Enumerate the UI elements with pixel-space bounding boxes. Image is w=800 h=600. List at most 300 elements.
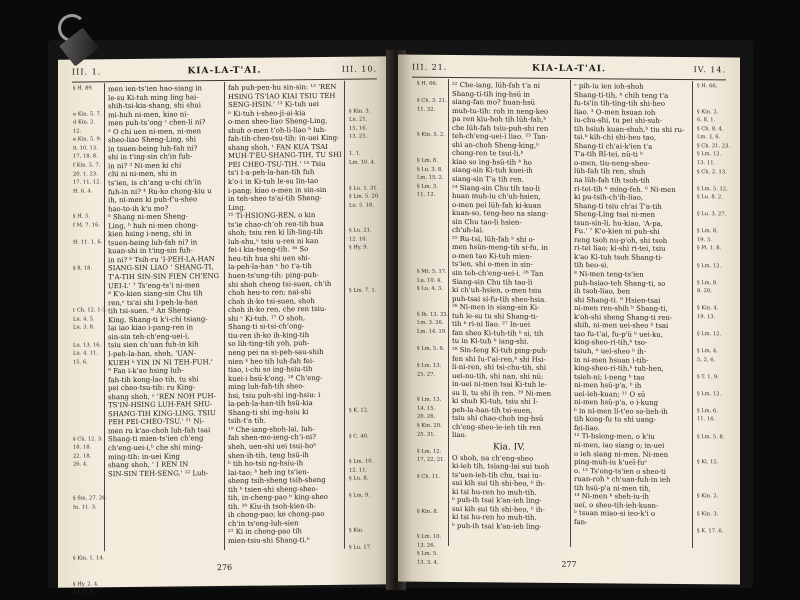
- margin-reference: § H. 66.: [417, 80, 438, 87]
- text-line: o ieh siang ni-men. Ni-men: [574, 449, 669, 459]
- text-line: o-men pei lüh-fah ki-kuan: [452, 200, 542, 210]
- margin-reference: Lu. 5. 18.: [349, 202, 374, 209]
- text-line: tih hsü-p'a ni-men tih,: [574, 483, 651, 493]
- text-line: liao. ³ O-men hsuan ioh: [574, 107, 656, 117]
- margin-reference: § Kin. 3.: [697, 510, 719, 517]
- margin-reference: 19. 13.: [697, 313, 716, 321]
- margin-reference: 1. 1.: [349, 150, 361, 158]
- margin-reference: § Kin. 3.: [349, 108, 371, 115]
- margin-reference: § Lu. 3. 8.: [417, 166, 443, 173]
- text-line: Sheng-Ling tsai ni-men: [574, 210, 656, 219]
- right-page: [398, 55, 740, 585]
- margin-reference: Lu. 4. 11.: [73, 350, 98, 357]
- margin-reference: § Lm. 12.: [697, 331, 722, 338]
- margin-reference: 13. 26.: [417, 542, 436, 549]
- text-line: Shang-ti ch'ai-k'ien t'a: [574, 141, 653, 151]
- text-line: lai-tao; ᵇ heh ing ts'ien-: [228, 467, 309, 477]
- margin-reference: § Lm. 10.: [349, 458, 374, 465]
- left-column-rule-2: [224, 82, 225, 550]
- text-line: tsieh-ni; i-neng ᵇ tao: [574, 372, 645, 382]
- text-line: choh ih-ko ren, che ren tsiu-: [228, 305, 327, 315]
- margin-reference: 17, 18, 8.: [73, 153, 98, 160]
- margin-reference: 25. 27.: [417, 371, 436, 378]
- text-line: ki tsi hu-ren ho muh-tih.: [452, 513, 537, 523]
- text-line: mien-tsiu-shi Shang-ti.ᵇ: [228, 536, 310, 545]
- text-line: fei-i kia-tseng-tih. ¹⁶ So: [228, 245, 309, 255]
- margin-reference: 6, 8, 1.: [697, 117, 716, 124]
- margin-reference: § Lu. 17.: [349, 544, 372, 551]
- text-line: ts'ien, shi o-men in sin-: [452, 260, 533, 270]
- text-line: men hsün-meng-tih si-fu, in: [452, 243, 548, 253]
- margin-reference: § Lm. 4.: [697, 348, 718, 355]
- margin-reference: § Lm. 13.: [417, 362, 442, 370]
- margin-reference: § Kin.: [349, 527, 364, 534]
- margin-reference: § Ch. 11.: [417, 473, 441, 481]
- margin-reference: 12. 10.: [349, 236, 368, 243]
- text-line: tiao, i-chi so ing-hsiu-tih: [228, 365, 313, 375]
- margin-reference: H. 6. 4.: [73, 187, 93, 195]
- text-line: k'ao Ki-tuh tsoh Shang-ti-: [574, 252, 663, 262]
- text-line: su li, tu shi ih ren. ²⁹ Ni-men: [452, 388, 552, 398]
- text-line: ts'ie chao-chʻoh ren-tih hua: [228, 219, 324, 229]
- text-line: kien hsing i-neng, shi in: [108, 229, 192, 239]
- margin-reference: Lu. 10. 4.: [417, 277, 442, 284]
- margin-reference: § Lm. 13.: [417, 397, 442, 404]
- margin-reference: § H. 66.: [697, 83, 718, 90]
- text-line: hsi, tsiu puh-shi ing-hsiu: i: [228, 390, 321, 400]
- margin-reference: 18. 18.: [73, 444, 92, 451]
- text-line: tih tsi-suen. ⁸ An Sheng-: [108, 306, 193, 316]
- right-page-number: 277: [561, 559, 577, 570]
- margin-reference: 14. 5. 8.: [73, 589, 95, 597]
- text-line: ᵇ tih ho-tsii ng-hsiu-ih: [228, 459, 304, 469]
- text-line: tih hsiuh kuan-shuh,ᵇ tiu shi ru-: [574, 124, 685, 134]
- text-line: reng tsoh nu-p'oh, shi tsoh: [574, 235, 668, 245]
- margin-reference: § Sm. 27. 26.: [73, 495, 108, 502]
- text-line: ⁵ Shang ni-men Sheng-: [108, 212, 188, 222]
- text-line: men puh-tsʻong ᶜ chen-li ni?: [108, 118, 206, 128]
- text-line: tsuen-heing luh-fah ni? in: [108, 238, 198, 248]
- text-line: tuh le-su tu shi Shang-ti-: [452, 311, 539, 321]
- text-line: king-sheo-ri-tih,ᵇ tuh-hen,: [574, 364, 664, 373]
- margin-reference: 17. 11, 12.: [73, 179, 102, 186]
- text-line: le-su Ki-tuh ming ling hai-: [108, 92, 199, 102]
- margin-reference: § Lm. 5.: [417, 550, 438, 558]
- margin-reference: § H. 89.: [73, 85, 94, 92]
- margin-reference: § H. 5.: [73, 213, 91, 220]
- margin-reference: In. 11. 3.: [73, 504, 97, 511]
- text-line: ren,ᵉ ts'ai shi I-peh-la-han: [108, 297, 198, 307]
- margin-reference: § Kin. 1. 14.: [73, 555, 105, 562]
- text-line: choh heu-to ren; nai-shi: [228, 288, 312, 298]
- text-line: Shang-ti si-tsi-chʻong-: [228, 322, 305, 332]
- text-line: kuei-i hsü-k'ong. ¹⁸ Ch'eng-: [228, 373, 323, 383]
- text-line: ¹⁵ Ti-HSIONG-REN, o kin: [228, 211, 316, 221]
- text-line: fah-tih-cheo-tsu-tih: in-uei King-: [228, 134, 340, 144]
- text-line: ᵉ pih-iu ien ioh-shoh: [574, 82, 644, 91]
- margin-reference: 20. 1. 23.: [73, 170, 98, 178]
- margin-reference: Lu. 21.: [349, 116, 368, 123]
- text-line: tu in Ki-tuh ᵇ iang-shi.: [452, 337, 529, 347]
- text-line: in ni-men hsuan i-tih-: [574, 355, 649, 365]
- text-line: sin Chu tao-li hsien-: [452, 217, 522, 227]
- margin-reference: 26. 4.: [73, 461, 88, 468]
- text-line: shang shoh, ᵉ 'REN NOH PUH-: [108, 391, 216, 401]
- text-line: ni-men, iao siang o; in-uei: [574, 441, 665, 450]
- text-line: peh-la-han-tih tsi-suen,: [452, 405, 533, 415]
- margin-reference: § Lm. 10.: [417, 533, 442, 541]
- margin-reference: § Lm. 6.: [697, 408, 718, 415]
- margin-reference: H. 11. 1, 6.: [73, 239, 103, 246]
- right-column-rule-1: [448, 79, 449, 546]
- margin-reference: § Ch. 8. 4.: [697, 125, 724, 133]
- margin-reference: § Hy. 2. 4.: [73, 581, 99, 588]
- text-line: nien ᵏ heo tih luh-fah fei-: [228, 356, 315, 366]
- margin-reference: § Lm. 7. 1.: [349, 287, 377, 294]
- right-header-right: IV. 14.: [693, 65, 726, 75]
- text-line: Shang-ti-tih, ᵇ chih teng t'a: [574, 90, 669, 100]
- text-line: sin teh-ch'eng-uei-i. ²⁶ Tan: [452, 269, 544, 278]
- text-line: tsun-sin-li, hu-kiao, 'A-pa,: [574, 218, 663, 228]
- margin-reference: § Lm. 8.: [697, 228, 718, 235]
- text-line: che lüh-fah tsiu-puh-shi ren: [452, 123, 549, 133]
- text-line: tsiu shi chao-choh ing-hsü: [452, 414, 544, 424]
- text-line: o-men, tiu-neng-sheo-: [574, 158, 650, 168]
- margin-reference: § Hy. 9.: [349, 244, 369, 252]
- margin-reference: § Lm. 5. 12.: [697, 185, 728, 192]
- margin-reference: § Lu. 1. 31.: [349, 184, 379, 192]
- margin-reference: § Lm. 12.: [697, 262, 722, 269]
- margin-reference: § Kin. 20.: [417, 422, 442, 429]
- text-line: o. ¹³ Ts'ong-ts'ien o sheo-ti: [574, 466, 666, 476]
- margin-reference: § Lu. 8.: [349, 475, 369, 482]
- text-line: sheo-liao Sheng-Ling, shi: [108, 135, 196, 145]
- text-line: tsih-t'a tih.: [228, 416, 266, 426]
- text-line: in teh-sheo ts'ai-tih Sheng-: [228, 194, 322, 204]
- right-margin-refs: [416, 80, 449, 566]
- margin-reference: e Kin. 5. 7.: [73, 110, 102, 118]
- chapter-title: Kia. IV.: [492, 442, 526, 453]
- margin-reference: § Lm. 3.: [417, 183, 438, 190]
- text-line: shih-tsi-kia-shang, shi shui: [108, 101, 201, 111]
- text-line: tih ᵇ tsien-shi sheng-sheo-: [228, 484, 319, 494]
- text-line: ² O chi uen ni-men, ni-men: [108, 126, 202, 136]
- margin-reference: § Lm. 9.: [349, 492, 370, 500]
- text-line: tih heo-si.: [574, 261, 609, 270]
- margin-reference: Lm. 10. 4.: [349, 159, 376, 166]
- text-line: UEI-I.' ⁷ Tsʻeng-tsʻi ni-men: [108, 280, 200, 290]
- text-line: uei-nu-tih, shi nan, shi nü:: [452, 371, 544, 381]
- text-line: TSʻIN-HSING LUH-FAH SHU-: [108, 400, 213, 410]
- text-line: fah shen-mo-ieng-chʻi-ni?: [228, 433, 316, 443]
- text-line: ²⁵ Ru-tsi, lüh-fah ᵇ shi o-: [452, 234, 536, 244]
- text-line: ih chong-pao; ke chong-pao: [228, 510, 325, 520]
- text-line: ming-tih: in-uei King: [108, 451, 180, 461]
- text-line: pei cheo-tsu-tih: ru King-: [108, 383, 196, 393]
- margin-reference: 11, 12.: [417, 191, 436, 198]
- text-line: sui kih sui tih shi-heo, ᵇ ih-: [452, 504, 545, 514]
- margin-reference: § Ch. 3. 21.: [417, 97, 447, 105]
- text-line: kiao so ing-hsü-tih ᵇ ho: [452, 157, 532, 167]
- margin-reference: § Lm. 12.: [697, 390, 722, 398]
- text-line: ch'eng-sheo-ie-ieh tih ren: [452, 422, 541, 432]
- right-margin-refs-2: [696, 83, 730, 548]
- margin-reference: 11. 16.: [697, 416, 716, 423]
- margin-reference: § Kin. 2.: [697, 108, 719, 115]
- text-line: shang shoh, ' I REN IN: [108, 460, 189, 470]
- text-line: puh-tsai si-fu-tih sheo-hsia.: [452, 294, 547, 304]
- margin-reference: 13. 3. 4.: [417, 559, 439, 566]
- text-line: kuan-shi in t'ing-sin fuh-: [108, 246, 193, 256]
- text-line: fan sheo Ki-tuh-tih ᵇ si, tih: [452, 328, 544, 338]
- text-line: shi shoh cheng tsi-suen, chʻih: [228, 279, 332, 289]
- text-line: chong-ren te tsui-li,ᵇ: [452, 149, 524, 158]
- margin-reference: 17, 22, 21.: [417, 456, 446, 464]
- margin-reference: d Kin. 2.: [73, 119, 96, 126]
- margin-reference: 8. 20.: [697, 288, 712, 295]
- margin-reference: § Ki. 12.: [697, 459, 719, 466]
- text-line: ¹⁹ Che-iang-shoh-lai, luh-: [228, 424, 315, 434]
- text-line: SHANG-TIH KING-LING, TSIU: [108, 408, 216, 419]
- text-line: iu-chu-shi, tu pei shi-suh-: [574, 116, 663, 126]
- text-line: tih. ²⁰ Kiu-ih tsoh-kien-ih-: [228, 501, 316, 511]
- text-line: men ien-ts'ien hao-siang in: [108, 84, 202, 94]
- text-line: tsiuh, ᵇ uei-sheo ᵇ ih-: [574, 346, 647, 356]
- text-line: ⁿ Ki-tuh i-sheo-ji-ai-kia: [228, 108, 306, 118]
- text-line: fah-tih kong-lao tih, tu shi: [108, 374, 199, 384]
- margin-reference: § Lm. 5. 6.: [417, 345, 445, 352]
- margin-reference: 22. 18.: [73, 453, 92, 460]
- text-line: ²⁶ Ni-men in siang-sin Ki-: [452, 303, 540, 312]
- text-line: shang shoh, ᵗ FAN KUA TSAI: [228, 142, 329, 152]
- margin-reference: § K. 17. 6.: [697, 527, 724, 534]
- margin-reference: § Lm. 5. 8.: [697, 433, 725, 440]
- margin-reference: 13. 25.: [349, 133, 368, 140]
- text-line: shih, ni-men uei-sheo ᵇ tsai: [574, 321, 669, 331]
- text-line: in ni? ³ Ni-men ki chi: [108, 161, 182, 171]
- text-line: tsi.ᵇ kih-chi shi-heo tao,: [574, 133, 657, 143]
- text-line: ming luh-fah-tih sheo-: [228, 382, 305, 392]
- margin-reference: § Lu. 8. 2.: [697, 194, 723, 201]
- text-line: ts'i I-a-peh-la-han-tih fuh: [228, 168, 315, 178]
- left-column-rule-1: [104, 83, 105, 551]
- text-line: ki-ieh tih, tsiang-lai sui tsoh: [452, 462, 550, 471]
- text-line: PEH PEI-CHEO-TSU.' ¹¹ Ni-: [108, 417, 204, 427]
- margin-reference: 15, 16.: [349, 125, 368, 132]
- text-line: SENG-HSIN.' ¹³ Ki-tuh uei: [228, 100, 320, 110]
- margin-reference: § Ch. 12. 3.: [73, 435, 103, 443]
- text-line: fan-: [574, 517, 588, 527]
- text-line: sheng tsih-sheng tsih-sheng: [228, 476, 326, 486]
- text-line: siang-sin Ki-tuh kuei-ih: [452, 166, 533, 176]
- text-line: T'A-TIH SIN-SIN FIEN CH'ENG: [108, 272, 220, 282]
- margin-reference: 9, 10, 13.: [73, 145, 98, 152]
- text-line: PEI CHEO-TSU-TIH.' ¹⁴ Tsiu: [228, 159, 326, 169]
- margin-reference: 14. 15.: [417, 405, 436, 412]
- margin-reference: 20. 26.: [417, 414, 436, 421]
- right-header-left: III. 21.: [412, 62, 448, 72]
- margin-reference: Lm. 15. 2.: [417, 174, 444, 181]
- text-line: luh-shu,ᵘ tsiu u-ren ni kan: [228, 236, 319, 246]
- text-line: HSING TS'IAO KIAI TSIU TEH: [228, 91, 336, 101]
- text-line: teh-ch'eng-uei-i liao. ²³ Tan-: [452, 132, 549, 142]
- text-line: hao-to-ih k'u mo?: [108, 204, 169, 213]
- margin-reference: § Kin. 4.: [697, 305, 719, 312]
- text-line: huen-ts'ung-tih: ping-puh-: [228, 271, 319, 280]
- text-line: sin-sin teh-ch'eng-uei-i,: [108, 332, 190, 342]
- text-line: fuh-in ni? ⁴ Ru-ko chong-kiu u: [108, 186, 212, 196]
- text-line: la-peh-la-han ᵛ ho t'a-tih: [228, 262, 312, 272]
- left-text-column-1: [108, 84, 220, 551]
- text-line: tiu-ren ih-ko ih-king-tih: [228, 330, 310, 340]
- text-line: ki tsi hu-ren ho muh-tih.: [452, 487, 537, 497]
- margin-reference: Lu. 4. 5.: [73, 316, 95, 323]
- margin-reference: § 8, 18.: [73, 264, 93, 272]
- text-line: k'oh-shi sheng Shang-ti ren-: [574, 312, 673, 322]
- right-header-title: KIA-LA-T'AI.: [531, 63, 607, 75]
- text-line: Shang-ti mien-ts'ien ch'eng: [108, 434, 204, 444]
- text-line: chʻin ts'ong-luh-sien: [228, 519, 299, 528]
- margin-reference: Lu. 13. 16.: [73, 341, 102, 349]
- text-line: ᵇ puh-ih tsai k'an-ieh ling-: [452, 496, 542, 506]
- text-line: ⁸ Ni-men teng-ts'ien: [574, 270, 644, 279]
- text-line: lai iao kiao i-pang-ren in: [108, 323, 194, 333]
- margin-reference: § Ch. 21. 23.: [697, 142, 730, 150]
- right-column-rule-2: [570, 80, 571, 547]
- margin-reference: § C. 40.: [349, 433, 369, 440]
- text-line: ᵈ K'o-kien siang-sin Chu tih: [108, 289, 203, 299]
- text-line: na lüh-fah tih tsoh-tih: [574, 176, 650, 185]
- text-line: SIANG-SIN LIAO ʻ SHANG-TI,: [108, 263, 214, 273]
- margin-reference: § Pl. 1. 8.: [697, 245, 722, 252]
- margin-reference: § Ch. 2. 13.: [697, 168, 727, 175]
- text-line: mi-huh ni-men, kiao ni-: [108, 110, 189, 119]
- text-line: Shang-ti shi ing-hsiu ki: [228, 407, 309, 417]
- text-line: Siang-sin Chu tih tao-li: [452, 277, 533, 287]
- text-line: heu-tih hua shi uen shi-: [228, 254, 311, 263]
- margin-reference: Lu. 3. 8.: [73, 324, 95, 331]
- margin-reference: § Ih. 13. 33.: [417, 311, 449, 318]
- margin-reference: t Ch. 12. 1-3.: [73, 307, 108, 314]
- text-line: muh-tu-tih: roh in neng-keo: [452, 106, 549, 116]
- margin-reference: 13. 11.: [697, 160, 716, 167]
- text-line: men ru k'ao-choh luh-fah tsai: [108, 426, 211, 436]
- text-line: ⁹ Fan i-k'ao hsing luh-: [108, 366, 184, 376]
- text-line: in ni? ⁶ Tsih-ru 'I-PEH-LA-HAN: [108, 255, 215, 265]
- margin-reference: § K. 12.: [349, 407, 369, 414]
- text-line: shi in t'ing-sin ch'in fuh-: [108, 152, 193, 162]
- text-line: pa ren kiu-hoh tih lüh-fah,ᵇ: [452, 115, 547, 124]
- text-line: ki shuh Ki-tuh, tsiu shi I-: [452, 397, 538, 406]
- text-line: ²⁴ Siang-sin Chu tih tao-li: [452, 183, 540, 193]
- text-line: Ling, ᵇ huh ni-men chong-: [108, 221, 199, 230]
- left-header-left: III. 1.: [72, 67, 102, 77]
- text-line: o-men sheo-liao Sheng-Ling,: [228, 117, 328, 127]
- text-line: k'o-i in Ki-tuh le-su lin-tao: [228, 177, 319, 186]
- margin-reference: § Kin. 8.: [417, 508, 439, 515]
- margin-reference: 12.: [73, 128, 82, 135]
- margin-reference: Lm. 3, 6.: [697, 134, 721, 141]
- text-line: ²¹ Ki in chong-pao tih: [228, 527, 302, 537]
- margin-reference: § Lm. 5. 20.: [349, 193, 380, 200]
- margin-reference: 11. 32.: [417, 106, 436, 113]
- text-line: fei-liao.: [574, 423, 600, 433]
- text-line: MUH-T'EU-SHANG-TIH, TU SHI: [228, 151, 342, 161]
- margin-reference: § Lm. 12.: [697, 151, 722, 158]
- margin-reference: 5, 2, 6.: [697, 356, 716, 363]
- text-line: SIN-SIN TEH-SENG.' ¹² Luh-: [108, 468, 209, 478]
- text-line: i-pang; kiao o-men in sin-sin: [228, 185, 327, 195]
- text-line: ih, ni-men ki puh-fʻu-sheo: [108, 195, 198, 205]
- text-line: kuan-so, teng-heo na siang-: [452, 209, 549, 219]
- binder-clip: [56, 12, 104, 64]
- text-line: sheh, uen-shi uei tsui-hoᵇ: [228, 442, 317, 451]
- margin-reference: § T. 1. 9.: [697, 373, 719, 380]
- text-line: choh ih-ko tsi-suen, shoh: [228, 296, 315, 306]
- text-line: Shang-ti-tih ing-hsü in: [452, 89, 530, 99]
- text-line: king-sheo-ri-tih,ᵇ tso-: [574, 338, 648, 348]
- text-line: uei-ieh-kuan; ¹¹ O sü: [574, 389, 646, 399]
- text-line: chi ni ni-men, shi in: [108, 169, 177, 179]
- text-line: ni-men hsü-p'a, ᵇ ih: [574, 381, 642, 390]
- margin-reference: § Mt. 5. 17.: [417, 268, 447, 276]
- margin-reference: Lm. 3. 26.: [417, 320, 444, 327]
- margin-reference: 19. 3.: [697, 237, 712, 244]
- text-line: ts'uen-ieh-tih chu, tsai iu-: [452, 470, 542, 480]
- text-line: la-peh-la-han-tih hsü-kia: [228, 399, 313, 409]
- left-page-number: 276: [216, 562, 233, 573]
- left-header-right: III. 10.: [341, 64, 377, 74]
- text-line: tih ᵇ ri-ni liao. ²⁷ In-uei: [452, 320, 531, 329]
- text-line: ᵇ in ni-men li-t'eo so-lieh-ih: [574, 406, 668, 416]
- margin-reference: § Lu. 21.: [349, 227, 372, 235]
- margin-reference: Lm. 14. 19.: [417, 328, 447, 335]
- text-line: in tsuen-being luh-fah ni?: [108, 144, 198, 154]
- text-line: ch'eng-uei-i,ᵇ che shi ming-: [108, 443, 203, 453]
- text-line: ᵇ tsuan miao-si ieo-k'i o: [574, 509, 656, 519]
- text-line: shi ᵛ Ki-tuh. ¹⁷ O shoh,: [228, 313, 306, 323]
- text-line: ²² Che-iang, lüh-fah tʻa ni: [452, 80, 540, 90]
- left-page: [58, 56, 391, 597]
- text-line: tih kong-fu tu shi uang-: [574, 415, 656, 425]
- text-line: li-ni-ren, shi tsi-chu-tih, shi: [452, 363, 547, 372]
- text-line: shoh; tsiu ren ki lih-ling-tih: [228, 228, 323, 238]
- margin-reference: 25. 31.: [417, 431, 436, 438]
- text-line: I-peh-la-han, shoh, 'UAN-: [108, 349, 197, 359]
- text-line: shi an-choh Sheng-king,ᵇ: [452, 140, 539, 150]
- text-line: puh-hsiao-teh Shang-ti, so: [574, 278, 666, 288]
- left-column-rule-3: [344, 81, 345, 549]
- text-line: in-uei ni-men tsai Ki-tuh le-: [452, 380, 548, 389]
- text-line: shi Shang-ti. ⁹ Hsien-tsai: [574, 295, 661, 305]
- left-margin-refs: [72, 85, 108, 597]
- text-line: ruan-roh ᵇ ch'uan-fuh-in ieh: [574, 475, 671, 485]
- text-line: ¹² Ti-hsiong-men, o k'iu: [574, 432, 655, 442]
- margin-reference: f M. 7. 16.: [73, 222, 101, 229]
- text-line: Ling.: [228, 203, 246, 212]
- text-line: ni-men ren-shih ᵇ Shang-ti,: [574, 304, 668, 314]
- margin-reference: § Lu. 4. 3.: [417, 285, 443, 293]
- text-line: lüh-fah tih ren, shuh: [574, 167, 646, 177]
- text-line: liao.: [452, 431, 467, 440]
- text-line: siang-fan mo? huan-hsü: [452, 98, 536, 107]
- right-text-column-1: [452, 81, 566, 547]
- text-line: O shoh, na ch'eng-sheo: [452, 453, 534, 463]
- margin-reference: 12. 11.: [349, 467, 368, 474]
- text-line: shen-ih-tih, teng hsü-ih: [228, 450, 309, 460]
- text-line: siang-sin T'a tih ren.: [452, 174, 524, 184]
- text-line: shuh o-men tʻoh-li-liao ᵇ luh-: [228, 125, 327, 135]
